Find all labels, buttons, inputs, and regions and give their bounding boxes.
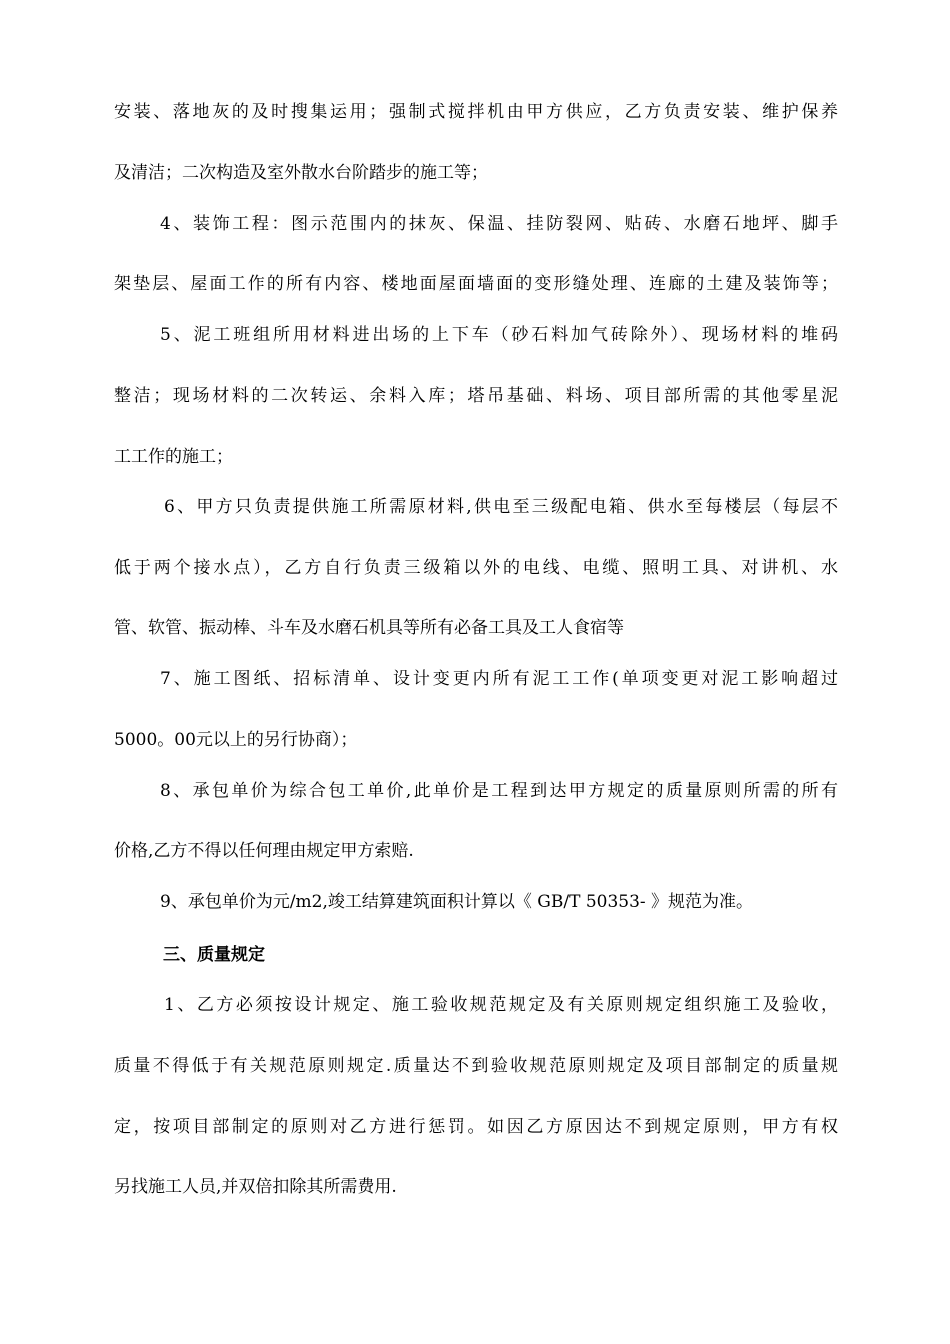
text-line-6: 整洁；现场材料的二次转运、余料入库；塔吊基础、料场、项目部所需的其他零星泥 <box>114 386 838 406</box>
section-heading: 三、质量规定 <box>163 945 265 965</box>
text-line-8: 6、甲方只负责提供施工所需原材料,供电至三级配电箱、供水至每楼层（每层不 <box>164 497 838 517</box>
text-line-4: 架垫层、屋面工作的所有内容、楼地面屋面墙面的变形缝处理、连廊的土建及装饰等； <box>114 274 838 294</box>
text-line-15: 9、承包单价为元/m2,竣工结算建筑面积计算以《 GB/T 50353- 》规范为准。 <box>160 892 754 912</box>
text-line-17: 1、乙方必须按设计规定、施工验收规范规定及有关原则规定组织施工及验收， <box>164 995 838 1015</box>
text-line-1: 安装、落地灰的及时搜集运用；强制式搅拌机由甲方供应，乙方负责安装、维护保养 <box>114 102 838 122</box>
text-line-9: 低于两个接水点），乙方自行负责三级箱以外的电线、电缆、照明工具、对讲机、水 <box>114 558 838 578</box>
text-line-12: 5000。00元以上的另行协商）； <box>114 730 358 750</box>
text-line-2: 及清洁；二次构造及室外散水台阶踏步的施工等； <box>114 163 488 183</box>
text-line-3: 4、装饰工程：图示范围内的抹灰、保温、挂防裂网、贴砖、水磨石地坪、脚手 <box>160 214 838 234</box>
text-line-18: 质量不得低于有关规范原则规定.质量达不到验收规范原则规定及项目部制定的质量规 <box>114 1056 838 1076</box>
text-line-7: 工工作的施工； <box>114 447 233 467</box>
text-line-20: 另找施工人员,并双倍扣除其所需费用. <box>114 1177 397 1197</box>
text-line-19: 定，按项目部制定的原则对乙方进行惩罚。如因乙方原因达不到规定原则，甲方有权 <box>114 1117 838 1137</box>
text-line-14: 价格,乙方不得以任何理由规定甲方索赔. <box>114 841 414 861</box>
text-line-10: 管、软管、振动棒、斗车及水磨石机具等所有必备工具及工人食宿等 <box>114 618 624 638</box>
text-line-11: 7、施工图纸、招标清单、设计变更内所有泥工工作(单项变更对泥工影响超过 <box>160 669 838 689</box>
text-line-13: 8、承包单价为综合包工单价,此单价是工程到达甲方规定的质量原则所需的所有 <box>160 781 838 801</box>
text-line-5: 5、泥工班组所用材料进出场的上下车（砂石料加气砖除外）、现场材料的堆码 <box>160 325 838 345</box>
